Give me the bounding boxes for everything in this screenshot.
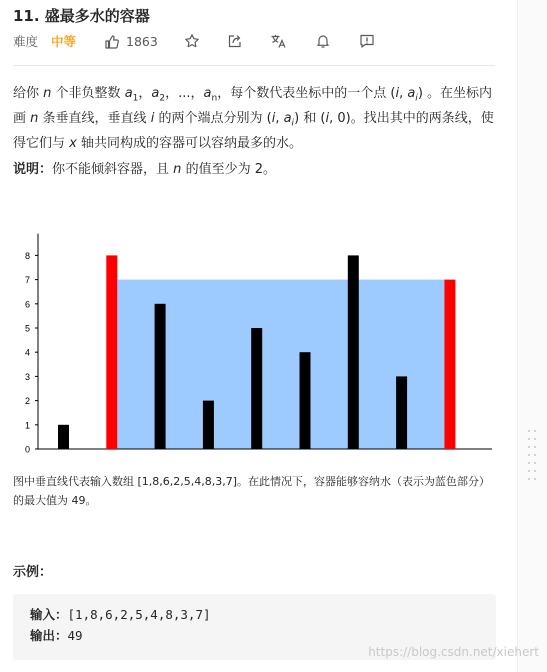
bar-5 [251,328,262,449]
water-area [117,280,444,449]
example-output-label: 输出： [30,628,68,643]
bell-icon [315,33,331,49]
difficulty-badge: 中等 [51,34,77,49]
example-heading: 示例： [13,565,53,580]
feedback-icon [359,33,375,49]
bar-6 [300,352,311,449]
y-tick-label: 7 [24,275,30,286]
share-button[interactable] [227,33,243,54]
container-chart [0,220,500,460]
bar-7 [348,255,359,449]
bar-9 [444,280,455,449]
star-icon [184,33,200,49]
problem-meta-bar [13,33,503,53]
y-tick-label: 2 [24,396,30,407]
translate-button[interactable] [270,33,287,54]
bar-2 [106,255,117,449]
bar-3 [155,304,166,449]
example-input-label: 输入： [30,607,68,622]
problem-description: 给你 n 个非负整数 $a_1$，$a_2$，...，$a_n$，每个数代表坐标中的一个点 (i, $a_i$) 。在坐标内画 n 条垂直线，垂直线 i 的两个端点分别为 (i, $a_i$) 和 (i, 0)。找出其中的两条线，使得它们与 x 轴共同构成的容器可以容纳最多的水。 [13,86,494,152]
bar-1 [58,425,69,449]
problem-title: 11. 盛最多水的容器 [13,7,150,25]
problem-note: 说明：你不能倾斜容器，且 n 的值至少为 2。 [13,162,276,177]
example-output-value: 49 [67,628,83,643]
difficulty-label: 难度 [13,34,39,49]
y-tick-label: 1 [24,420,30,431]
like-count: 1863 [126,34,158,49]
favorite-button[interactable] [184,33,200,54]
y-tick-label: 4 [24,347,30,358]
y-tick-label: 8 [24,250,30,261]
like-button[interactable] [104,33,158,51]
bar-8 [396,376,407,449]
translate-icon [270,33,287,49]
bar-4 [203,401,214,449]
split-pane-gutter[interactable] [517,0,547,672]
share-icon [227,33,243,49]
example-input-value: [1,8,6,2,5,4,8,3,7] [67,607,211,622]
y-tick-label: 5 [24,323,30,334]
y-tick-label: 6 [24,299,30,310]
y-tick-label: 0 [24,444,30,455]
drag-handle-icon[interactable] [528,430,538,485]
feedback-button[interactable] [359,33,375,54]
thumbs-up-icon [104,34,120,50]
subscribe-button[interactable] [315,33,331,54]
y-tick-label: 3 [24,371,30,382]
header-divider [13,65,495,66]
watermark: https://blog.csdn.net/xiehert [368,645,539,659]
chart-caption: 图中垂直线代表输入数组 [1,8,6,2,5,4,8,3,7]。在此情况下，容器能够容纳水（表示为蓝色部分）的最大值为 49。 [13,475,491,507]
